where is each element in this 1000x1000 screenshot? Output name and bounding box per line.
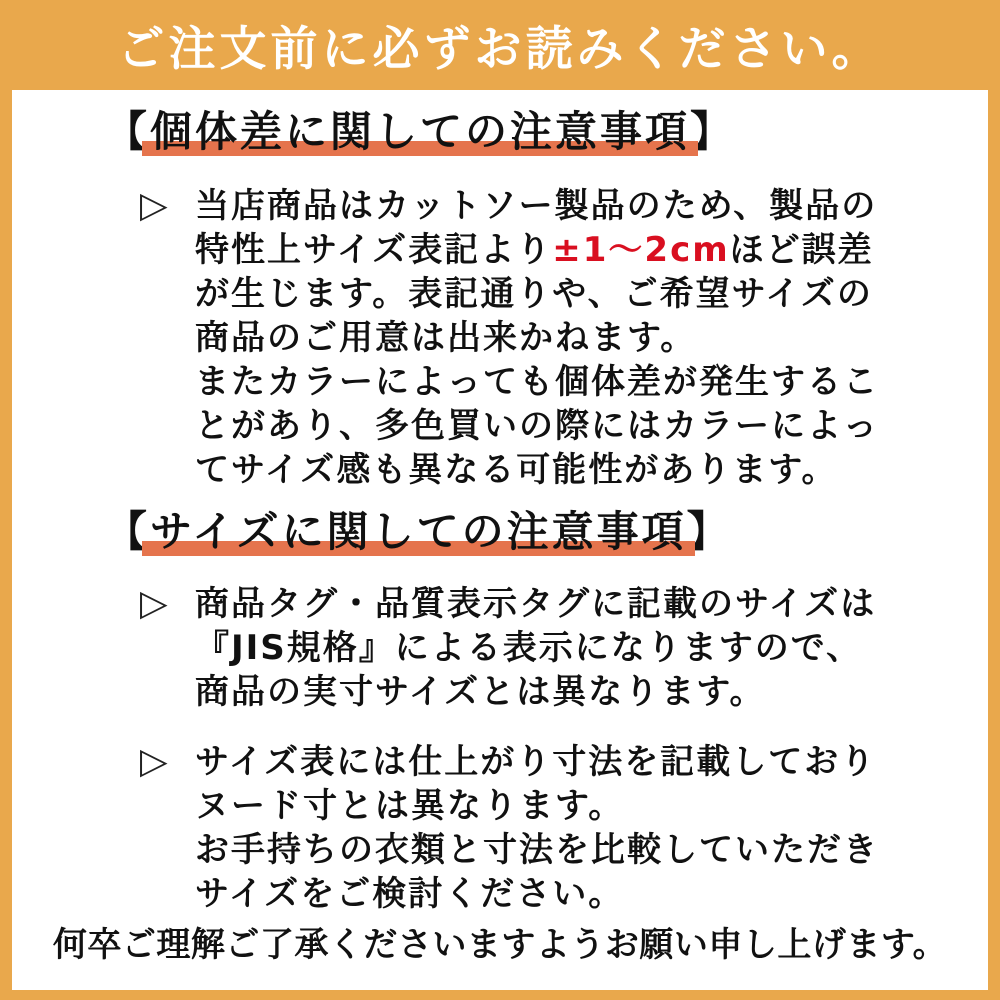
- bullet-text-tolerance: [195, 184, 968, 492]
- triangle-bullet-icon: ▷: [140, 185, 168, 226]
- heading-text: 個体差に関しての注意事項: [150, 107, 691, 156]
- notice-content: [12, 90, 988, 990]
- text-line: お手持ちの衣類と寸法を比較していただき: [195, 830, 879, 870]
- text-line: てサイズ感も異なる可能性があります。: [195, 450, 838, 490]
- heading-open-bracket: 【: [105, 507, 151, 556]
- bullet-item-tolerance: [140, 184, 968, 492]
- bullet-text-finished-measurements: [195, 740, 968, 916]
- bullet-text-jis-standard: [195, 582, 968, 714]
- footer-message: 何卒ご理解ご了承くださいますようお願い申し上げます。: [52, 925, 948, 965]
- text-segment: 特性上サイズ表記より: [195, 230, 553, 270]
- text-line: が生じます。表記通りや、ご希望サイズの: [195, 274, 873, 314]
- text-line: 『JIS規格』による表示になりますので、: [195, 628, 863, 668]
- text-line: とがあり、多色買いの際にはカラーによっ: [195, 406, 879, 446]
- text-line: 商品タグ・品質表示タグに記載のサイズは: [195, 584, 877, 624]
- text-line: ヌード寸とは異なります。: [195, 786, 625, 826]
- heading-open-bracket: 【: [105, 107, 151, 156]
- text-line: 商品の実寸サイズとは異なります。: [195, 672, 766, 712]
- triangle-bullet-icon: ▷: [140, 583, 168, 624]
- heading-close-bracket: 】: [686, 507, 732, 556]
- text-line: 当店商品はカットソー製品のため、製品の: [195, 186, 878, 226]
- tolerance-highlight: ±1〜2cm: [552, 230, 730, 270]
- text-line: [195, 228, 968, 272]
- section-size-notes: [12, 506, 988, 916]
- text-line: サイズをご検討ください。: [195, 874, 625, 914]
- header-banner: [0, 0, 1000, 90]
- page-title: ご注文前に必ずお読みください。: [117, 21, 883, 77]
- text-line: 商品のご用意は出来かねます。: [195, 318, 697, 358]
- bullet-item-finished-measurements: [140, 740, 968, 916]
- section-heading-individual-difference: [105, 90, 968, 158]
- heading-text: サイズに関しての注意事項: [150, 507, 687, 556]
- section-individual-difference: [12, 90, 988, 492]
- triangle-bullet-icon: ▷: [140, 741, 168, 782]
- text-line: またカラーによっても個体差が発生するこ: [195, 362, 879, 402]
- heading-close-bracket: 】: [690, 107, 736, 156]
- text-line: サイズ表には仕上がり寸法を記載しており: [195, 742, 877, 782]
- text-segment: ほど誤差: [729, 230, 874, 270]
- section-heading-size-notes: [105, 506, 968, 558]
- bullet-item-jis-standard: [140, 582, 968, 714]
- content-frame: [0, 90, 1000, 1000]
